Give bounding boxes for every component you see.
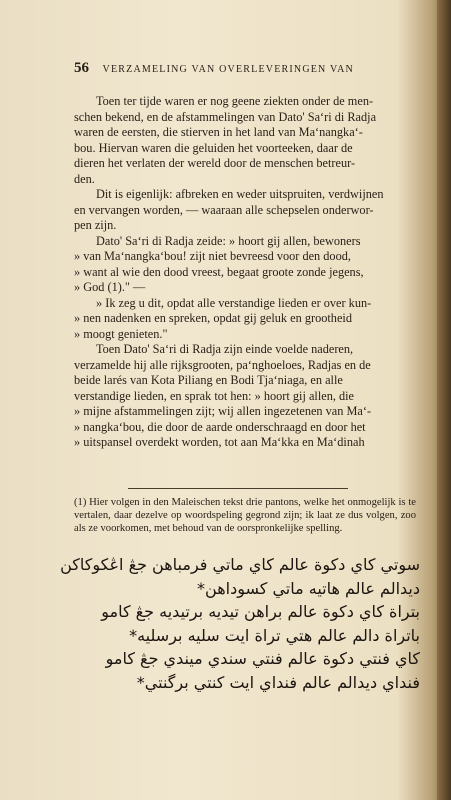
text-line: Toen Dato' Sa‘ri di Radja zijn einde voelde naderen, xyxy=(96,342,354,356)
text-line: beide larés van Kota Piliang en Bodi Tja‘niaga, en alle xyxy=(74,373,343,387)
paragraph xyxy=(74,342,414,451)
text-line: » Ik zeg u dit, opdat alle verstandige lieden er over kun- xyxy=(96,295,372,310)
text-line: » nen nadenken en spreken, opdat gij geluk en grootheid xyxy=(74,311,352,325)
text-line: en vervangen worden, — waaraan alle schepselen onderwor- xyxy=(74,202,374,217)
text-line: » van Ma‘nangka‘bou! zijt niet bevreesd voor den dood, xyxy=(74,249,351,263)
text-line: schen bekend, en de afstammelingen van Dato' Sa‘ri di Radja xyxy=(74,109,377,124)
text-line: waren de eersten, die stierven in het land van Ma‘nangka‘- xyxy=(74,125,363,139)
paragraph xyxy=(74,94,414,187)
running-title: VERZAMELING VAN OVERLEVERINGEN VAN xyxy=(102,64,354,75)
arabic-line: ديدالم عالم هاتيه ماتي كسوداهن* xyxy=(197,578,420,598)
text-line: » mijne afstammelingen zijt; wij allen ingezetenen van Ma‘- xyxy=(74,404,372,418)
text-line: » want al wie den dood vreest, begaat groote zonde jegens, xyxy=(74,264,364,279)
main-text xyxy=(74,94,414,451)
text-line: » God (1)." — xyxy=(74,280,146,294)
footnote: (1) Hier volgen in den Maleischen tekst drie pantons, welke het onmogelijk is te vertalen, daar dezelve op woordspeling gegrond zijn; ik laat ze dus volgen, zoo als ze voorkomen, met behoud van de oorspronkelijke spelling. xyxy=(74,497,416,535)
page-binding-edge xyxy=(437,0,451,800)
text-line: » nangka‘bou, die door de aarde onderschraagd en door het xyxy=(74,419,366,434)
text-line: den. xyxy=(74,171,95,186)
text-line: Dit is eigenlijk: afbreken en weder uitspruiten, verdwijnen xyxy=(96,187,384,201)
footnote-divider xyxy=(128,488,348,489)
arabic-line: كاي فنتي دكوة عالم فنتي سندي ميندي جڠ كامو xyxy=(105,649,420,668)
text-line: verstandige lieden, en sprak tot hen: » hoort gij allen, die xyxy=(74,388,355,403)
arabic-line: باتراة دالم عالم هتي تراة ايت سليه برسليه* xyxy=(129,625,420,645)
arabic-line: فنداي ديدالم عالم فنداي ايت كنتي برگنتي* xyxy=(136,672,420,692)
text-line: Dato' Sa‘ri di Radja zeide: » hoort gij allen, bewoners xyxy=(96,233,361,248)
arabic-verses xyxy=(60,553,420,694)
arabic-line: سوتي كاي دكوة عالم كاي ماتي فرمباهن جڠ اڠكوكاكن xyxy=(60,555,420,574)
text-line: verzamelde hij alle rijksgrooten, pa‘nghoeloes, Radjas en de xyxy=(74,357,371,372)
arabic-line: بتراة كاي دكوة عالم براهن تيديه برتيديه جڠ كامو xyxy=(101,602,420,621)
text-line: » uitspansel overdekt worden, tot aan Ma‘kka en Ma‘dinah xyxy=(74,435,365,449)
paragraph xyxy=(74,296,414,343)
paragraph xyxy=(74,187,414,234)
text-line: pen zijn. xyxy=(74,218,117,232)
running-header xyxy=(74,60,414,77)
text-line: bou. Hiervan waren die geluiden het voorteeken, daar de xyxy=(74,140,353,155)
page-number: 56 xyxy=(74,60,89,76)
text-line: dieren het verlaten der wereld door de menschen betreur- xyxy=(74,156,356,170)
text-line: » moogt genieten." xyxy=(74,326,168,341)
paragraph xyxy=(74,234,414,296)
text-line: Toen ter tijde waren er nog geene ziekten onder de men- xyxy=(96,94,374,108)
